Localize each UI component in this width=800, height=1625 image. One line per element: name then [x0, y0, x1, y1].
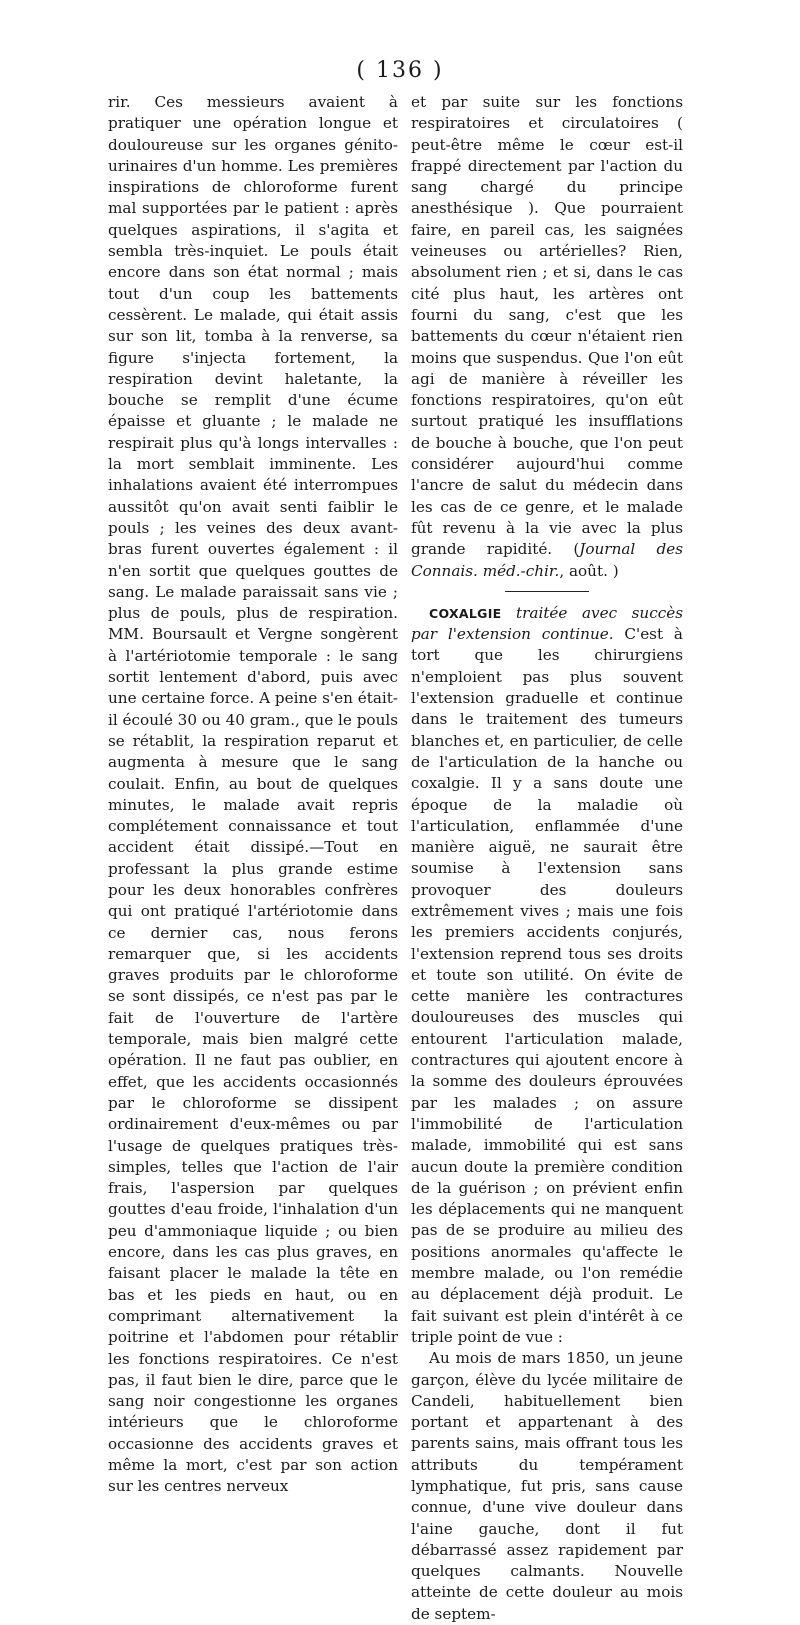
article-subtitle: traitée avec succès par l'extension continue. — [411, 603, 684, 644]
continuation-text: et par suite sur les fonctions respiratoires et circulatoires ( peut-être même le cœur est-il frappé directement par l'action du sang chargé du principe anesthésique ). Que pourraient faire, en pareil cas, les saignées veineuses ou artérielles? Rien, absolument rien ; et si, dans le cas cité plus haut, les artères ont fourni du sang, c'est que les battements du cœur n'étaient rien moins que suspendus. Que l'on eût agi de manière à réveiller les fonctions respiratoires, qu'on eût surtout pratiqué les insufflations de bouche à bouche, que l'on peut considérer aujourd'hui comme l'ancre de salut du médecin dans les cas de ce genre, et le malade fût revenu à la vie avec la plus grande rapidité. ( — [411, 93, 683, 559]
coxalgie-article-paragraph — [411, 603, 683, 1348]
left-column — [108, 92, 398, 1498]
page-number: ( 136 ) — [356, 58, 444, 83]
right-column — [411, 92, 683, 1625]
case-report-paragraph: Au mois de mars 1850, un jeune garçon, élève du lycée militaire de Candeli, habituellement bien portant et appartenant à des parents sains, mais offrant tous les attributs du tempérament lymphatique, fut pris, sans cause connue, d'une vive douleur dans l'aine gauche, dont il fut débarrassé assez rapidement par quelques calmants. Nouvelle atteinte de cette douleur au mois de septem- — [411, 1349, 683, 1623]
section-divider — [505, 591, 589, 592]
chloroform-case-paragraph: rir. Ces messieurs avaient à pratiquer une opération longue et douloureuse sur les organes génito-urinaires d'un homme. Les premières inspirations de chloroforme furent mal supportées par le patient : après quelques aspirations, il s'agita et sembla très-inquiet. Le pouls était encore dans son état normal ; mais tout d'un coup les battements cessèrent. Le malade, qui était assis sur son lit, tomba à la renverse, sa figure s'injecta fortement, la respiration devint haletante, la bouche se remplit d'une écume épaisse et gluante ; le malade ne respirait plus qu'à longs intervalles : la mort semblait imminente. Les inhalations avaient été interrompues aussitôt qu'on avait senti faiblir le pouls ; les veines des deux avant-bras furent ouvertes également : il n'en sortit que quelques gouttes de sang. Le malade paraissait sans vie ; plus de pouls, plus de respiration. MM. Boursault et Vergne songèrent à l'artériotomie temporale : le sang sortit lentement d'abord, puis avec une certaine force. A peine s'en était-il écoulé 30 ou 40 gram., que le pouls se rétablit, la respiration reparut et augmenta à mesure que le sang coulait. Enfin, au bout de quelques minutes, le malade avait repris complétement connaissance et tout accident était dissipé.—Tout en professant la plus grande estime pour les deux honorables confrères qui ont pratiqué l'artériotomie dans ce dernier cas, nous ferons remarquer que, si les accidents graves produits par le chloroforme se sont dissipés, ce n'est pas par le fait de l'ouverture de l'artère temporale, mais bien malgré cette opération. Il ne faut pas oublier, en effet, que les accidents occasionnés par le chloroforme se dissipent ordinairement d'eux-mêmes ou par l'usage de quelques pratiques très-simples, telles que l'action de l'air frais, l'aspersion par quelques gouttes d'eau froide, l'inhalation d'un peu d'ammoniaque liquide ; ou bien encore, dans les cas plus graves, en faisant placer le malade la tête en bas et les pieds en haut, ou en comprimant alternativement la poitrine et l'abdomen pour rétablir les fonctions respiratoires. Ce n'est pas, il faut bien le dire, parce que le sang noir congestionne les organes intérieurs que le chloroforme occasionne des accidents graves et même la mort, c'est par son action sur les centres nerveux — [108, 93, 398, 1496]
article-body: C'est à tort que les chirurgiens n'emploient pas plus souvent l'extension graduelle et continue dans le traitement des tumeurs blanches et, en particulier, de celle de l'articulation de la hanche ou coxalgie. Il y a sans doute une époque de la maladie où l'articulation, enflammée d'une manière aiguë, ne saurait être soumise à l'extension sans provoquer des douleurs extrêmement vives ; mais une fois les premiers accidents conjurés, l'extension reprend tous ses droits et toute son utilité. On évite de cette manière les contractures douloureuses des muscles qui entourent l'articulation malade, contractures qui ajoutent encore à la somme des douleurs éprouvées par les malades ; on assure l'immobilité de l'articulation malade, immobilité qui est sans aucun doute la première condition de la guérison ; on prévient enfin les déplacements qui ne manquent pas de se produire au milieu des positions anormales qu'affecte le membre malade, ou l'on remédie au déplacement déjà produit. Le fait suivant est plein d'intérêt à ce triple point de vue : — [411, 625, 683, 1346]
citation-end: , août. ) — [559, 561, 619, 580]
article-title: COXALGIE — [429, 605, 502, 621]
chloroform-discussion-continuation — [411, 92, 683, 582]
journal-citation: Journal des Connais. méd.-chir. — [411, 540, 683, 580]
